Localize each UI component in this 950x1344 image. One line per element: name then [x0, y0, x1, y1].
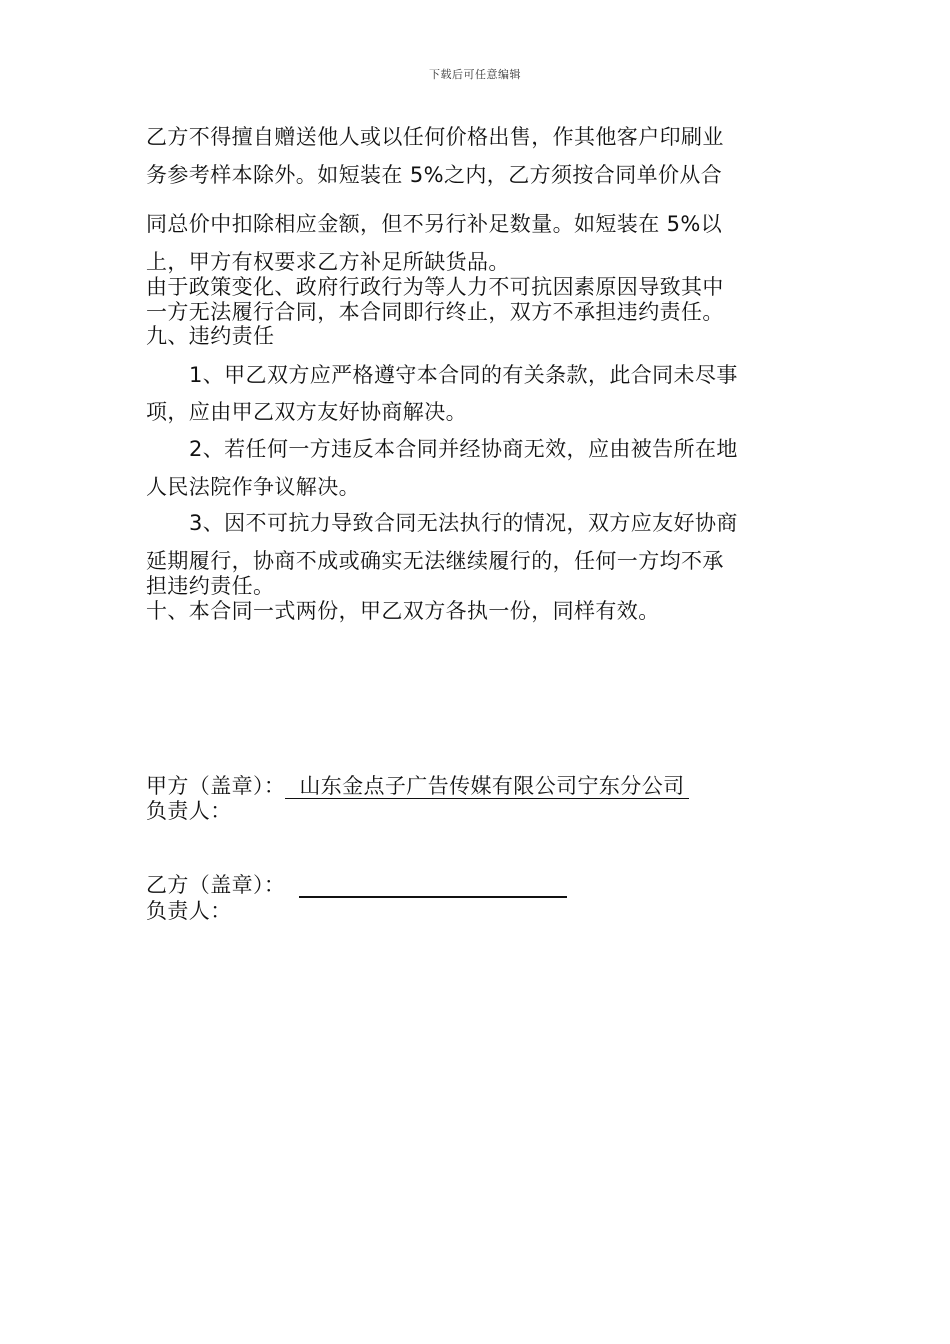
- paragraph-line: 同总价中扣除相应金额，但不另行补足数量。如短装在 5%以: [146, 212, 723, 236]
- paragraph-line: 务参考样本除外。如短装在 5%之内，乙方须按合同单价从合: [146, 163, 723, 187]
- clause-line: 3、因不可抗力导致合同无法执行的情况，双方应友好协商: [189, 511, 738, 535]
- section-heading: 九、违约责任: [146, 324, 275, 348]
- paragraph-line: 乙方不得擅自赠送他人或以任何价格出售，作其他客户印刷业: [146, 125, 724, 149]
- paragraph-line: 由于政策变化、政府行政行为等人力不可抗因素原因导致其中: [146, 275, 724, 299]
- paragraph-line: 上，甲方有权要求乙方补足所缺货品。: [146, 250, 510, 274]
- party-a-person-label: 负责人：: [146, 799, 232, 823]
- party-b-label: 乙方（盖章）：: [146, 873, 286, 897]
- clause-line: 人民法院作争议解决。: [146, 475, 360, 499]
- paragraph-line: 一方无法履行合同，本合同即行终止，双方不承担违约责任。: [146, 300, 724, 324]
- clause-line: 项，应由甲乙双方友好协商解决。: [146, 400, 467, 424]
- party-b-person-label: 负责人：: [146, 899, 232, 923]
- clause-line: 1、甲乙双方应严格遵守本合同的有关条款，此合同未尽事: [189, 363, 738, 387]
- section-heading: 十、本合同一式两份，甲乙双方各执一份，同样有效。: [146, 599, 660, 623]
- party-b-signature-row: [146, 872, 567, 898]
- party-a-name: 山东金点子广告传媒有限公司宁东分公司: [285, 774, 688, 799]
- clause-line: 担违约责任。: [146, 574, 275, 598]
- clause-line: 延期履行，协商不成或确实无法继续履行的，任何一方均不承: [146, 549, 724, 573]
- page-header: 下载后可任意编辑: [429, 68, 521, 81]
- party-a-signature-row: [146, 773, 689, 799]
- party-a-label: 甲方（盖章）：: [146, 774, 286, 798]
- party-b-blank-line: [299, 876, 567, 898]
- clause-line: 2、若任何一方违反本合同并经协商无效，应由被告所在地: [189, 437, 738, 461]
